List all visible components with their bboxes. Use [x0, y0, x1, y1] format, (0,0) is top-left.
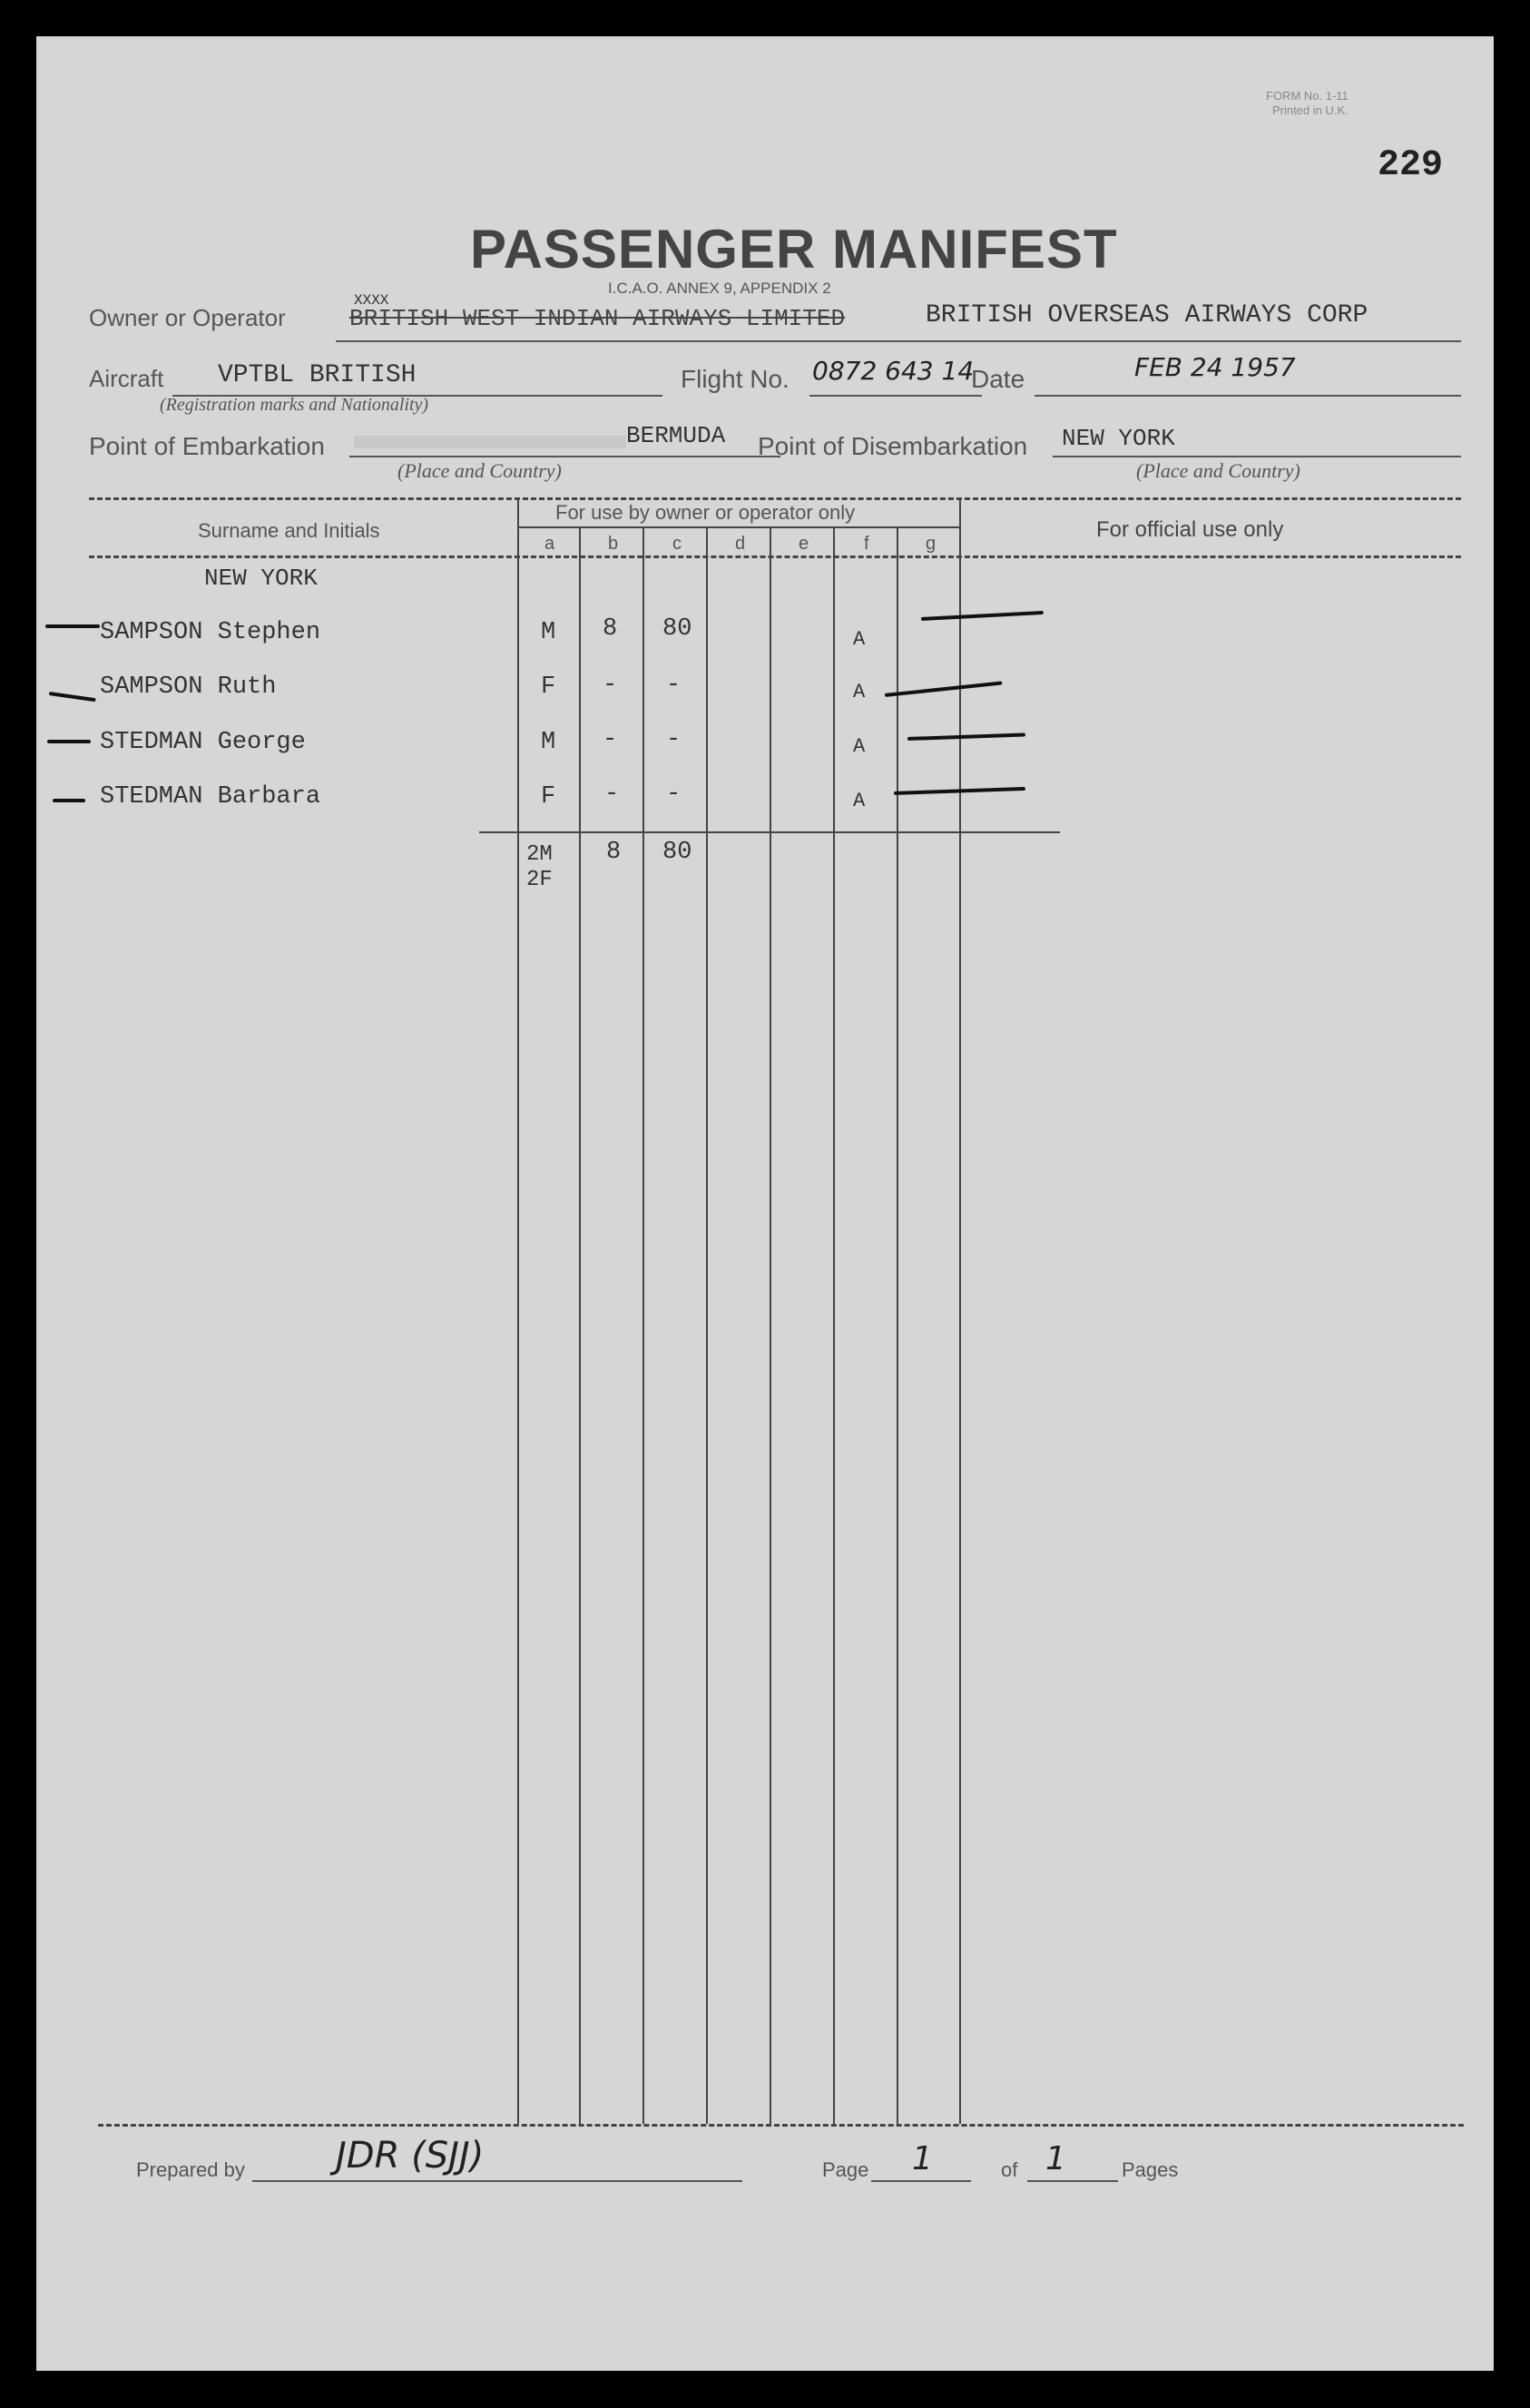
of-underline	[1027, 2180, 1118, 2182]
of-label: of	[1001, 2158, 1018, 2181]
date-value: FEB 24 1957	[1134, 352, 1296, 382]
embark-label: Point of Embarkation	[89, 432, 325, 460]
owner-underline	[336, 340, 1461, 342]
disembark-value: NEW YORK	[1062, 425, 1175, 452]
disembark-note: (Place and Country)	[1136, 459, 1300, 482]
col-divider	[770, 526, 771, 2124]
flight-underline	[809, 395, 982, 397]
total-c: 80	[662, 839, 692, 866]
owner-use-header: For use by owner or operator only	[555, 501, 856, 524]
cell-a: M	[541, 729, 556, 756]
prepared-underline	[252, 2180, 742, 2182]
owner-value: BRITISH OVERSEAS AIRWAYS CORP	[926, 301, 1368, 329]
disembark-label: Point of Disembarkation	[758, 432, 1028, 460]
passenger-name: SAMPSON Stephen	[100, 619, 321, 646]
footer-rule	[98, 2124, 1464, 2127]
form-number-block	[1266, 89, 1349, 118]
col-letter-a: a	[544, 534, 555, 554]
cell-b: -	[603, 726, 618, 753]
pen-tick	[885, 681, 1003, 697]
pen-tick	[45, 624, 100, 628]
of-value: 1	[1045, 2140, 1066, 2177]
cell-f: A	[853, 628, 866, 651]
date-underline	[1035, 395, 1461, 397]
total-a	[526, 842, 553, 893]
aircraft-value: VPTBL BRITISH	[218, 361, 417, 389]
cell-f: A	[853, 681, 866, 703]
aircraft-label: Aircraft	[89, 365, 164, 392]
owner-xs: XXXX	[354, 292, 389, 309]
page-subtitle: I.C.A.O. ANNEX 9, APPENDIX 2	[608, 280, 831, 297]
passenger-name: STEDMAN Barbara	[100, 783, 321, 811]
official-header: For official use only	[1096, 517, 1284, 542]
page-title: PASSENGER MANIFEST	[470, 219, 1118, 280]
passenger-name: SAMPSON Ruth	[100, 673, 277, 701]
col-divider	[959, 497, 961, 2124]
col-divider	[897, 526, 898, 2124]
cell-a: F	[541, 673, 556, 701]
col-divider	[642, 526, 644, 2124]
owner-struck-name: BRITISH WEST INDIAN AIRWAYS LIMITED	[349, 305, 846, 332]
col-letter-b: b	[608, 534, 619, 554]
col-letter-f: f	[864, 534, 869, 554]
pen-tick	[53, 799, 85, 802]
table-top-rule	[89, 497, 1461, 500]
destination-heading: NEW YORK	[204, 565, 318, 592]
date-label: Date	[971, 365, 1025, 393]
cell-c: -	[666, 726, 682, 753]
pages-label: Pages	[1122, 2158, 1179, 2181]
embark-value: BERMUDA	[626, 422, 726, 449]
cell-c: 80	[662, 615, 692, 643]
embark-underline	[349, 456, 780, 457]
embark-erased	[354, 436, 626, 448]
aircraft-note: (Registration marks and Nationality)	[160, 395, 429, 415]
total-female: 2F	[526, 868, 553, 892]
prepared-signature: JDR (SJJ)	[336, 2135, 485, 2177]
total-b: 8	[606, 839, 622, 866]
cell-a: M	[541, 619, 556, 646]
cell-b: -	[604, 781, 620, 808]
pen-tick	[921, 611, 1044, 621]
cell-f: A	[853, 735, 866, 758]
disembark-underline	[1053, 456, 1461, 457]
col-divider	[833, 526, 835, 2124]
cell-b: -	[603, 672, 618, 699]
manifest-page	[36, 36, 1494, 2371]
pen-tick	[49, 692, 96, 702]
page-value: 1	[912, 2140, 933, 2177]
flight-value: 0872 643 14	[812, 356, 975, 386]
col-divider	[579, 526, 581, 2124]
cell-a: F	[541, 783, 556, 811]
form-number: FORM No. 1-11	[1266, 89, 1349, 103]
col-letter-g: g	[926, 534, 937, 554]
cell-b: 8	[603, 615, 618, 643]
col-letter-e: e	[799, 534, 809, 554]
col-name-header: Surname and Initials	[198, 519, 380, 542]
printed-note: Printed in U.K.	[1271, 103, 1349, 117]
page-underline	[871, 2180, 971, 2182]
embark-note: (Place and Country)	[397, 459, 562, 482]
cell-f: A	[853, 790, 866, 812]
pen-tick	[47, 740, 91, 743]
flight-label: Flight No.	[681, 365, 790, 393]
cell-c: -	[666, 781, 682, 808]
pen-tick	[907, 732, 1025, 741]
cell-c: -	[666, 672, 682, 699]
total-male: 2M	[526, 842, 553, 867]
col-divider	[706, 526, 708, 2124]
owner-use-rule	[517, 526, 959, 528]
col-letter-d: d	[735, 534, 746, 554]
page-label: Page	[822, 2158, 869, 2181]
col-divider	[517, 497, 519, 2124]
col-letter-c: c	[672, 534, 682, 554]
totals-rule	[479, 831, 1060, 833]
prepared-label: Prepared by	[136, 2158, 245, 2181]
owner-label: Owner or Operator	[89, 304, 286, 331]
passenger-name: STEDMAN George	[100, 729, 306, 756]
table-header-rule	[89, 555, 1461, 558]
page-stamp-number: 229	[1378, 145, 1444, 186]
